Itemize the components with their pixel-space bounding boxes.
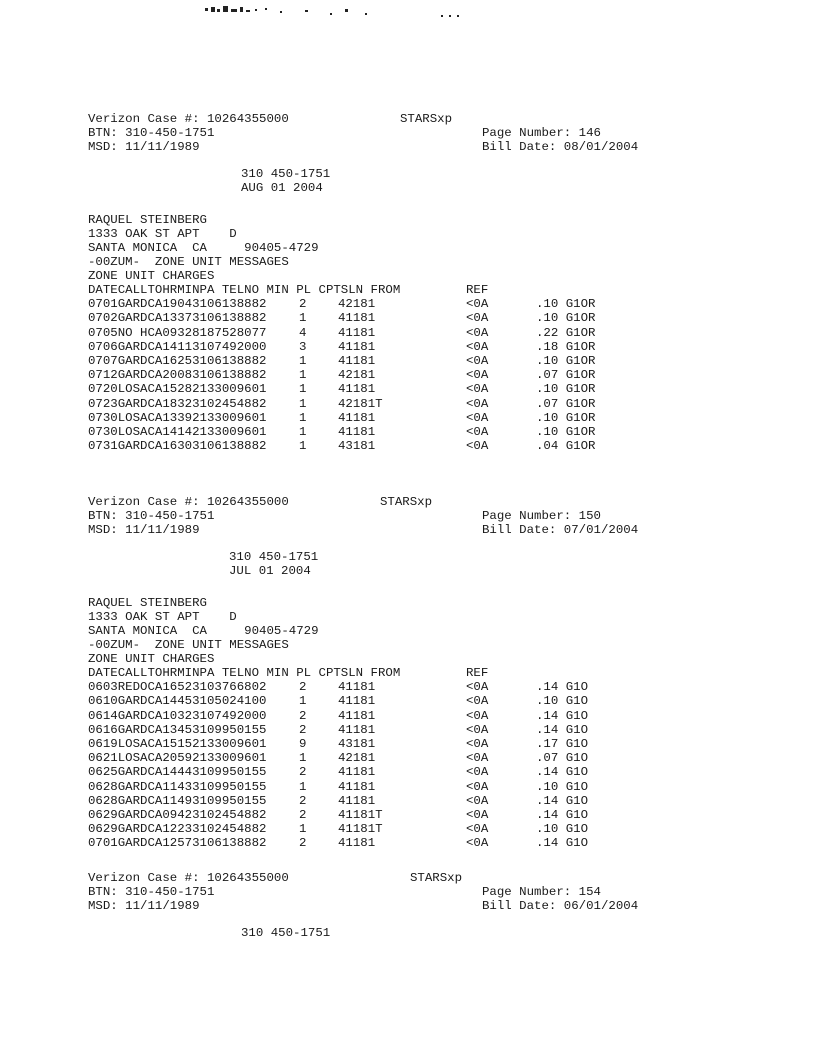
ref-code: <0A <box>466 325 489 340</box>
charge-row <box>88 397 808 411</box>
page-number: Page Number: 154 <box>482 885 601 899</box>
charge-row <box>88 368 808 382</box>
charge-row <box>88 780 808 794</box>
charge-row <box>88 326 808 340</box>
customer-name: RAQUEL STEINBERG <box>88 213 207 227</box>
charge-row <box>88 723 808 737</box>
call-minutes: 2 <box>299 807 307 822</box>
ref-code: <0A <box>466 439 489 454</box>
call-record-key: 0712GARDCA20083106138882 <box>88 368 267 383</box>
call-minutes: 3 <box>299 339 307 354</box>
charge-amount: .17 G1O <box>536 736 589 751</box>
charge-row <box>88 680 808 694</box>
msd-date: MSD: 11/11/1989 <box>88 523 200 537</box>
customer-address <box>88 213 808 453</box>
call-record-key: 0619LOSACA15152133009601 <box>88 736 267 751</box>
call-record-key: 0705NO HCA09328187528077 <box>88 325 267 340</box>
customer-address <box>88 596 808 850</box>
charge-amount: .18 G1OR <box>536 339 596 354</box>
call-record-key: 0621LOSACA20592133009601 <box>88 751 267 766</box>
cpt-code: 41181 <box>338 353 376 368</box>
call-minutes: 1 <box>299 694 307 709</box>
cpt-code: 42181 <box>338 368 376 383</box>
call-record-key: 0610GARDCA14453105024100 <box>88 694 267 709</box>
system-name: STARSxp <box>400 112 453 126</box>
cpt-code: 41181T <box>338 822 383 837</box>
ref-code: <0A <box>466 722 489 737</box>
charge-amount: .22 G1OR <box>536 325 596 340</box>
call-record-key: 0625GARDCA14443109950155 <box>88 765 267 780</box>
cpt-code: 42181T <box>338 396 383 411</box>
call-minutes: 1 <box>299 311 307 326</box>
cpt-code: 42181 <box>338 751 376 766</box>
cpt-code: 41181 <box>338 680 376 695</box>
charge-row <box>88 340 808 354</box>
call-record-key: 0603REDOCA16523103766802 <box>88 680 267 695</box>
call-minutes: 1 <box>299 424 307 439</box>
city-state: SANTA MONICA CA <box>88 624 207 638</box>
call-minutes: 1 <box>299 779 307 794</box>
call-minutes: 2 <box>299 680 307 695</box>
call-record-key: 0701GARDCA12573106138882 <box>88 836 267 851</box>
charge-amount: .10 G1OR <box>536 297 596 312</box>
cpt-code: 41181 <box>338 708 376 723</box>
charge-row <box>88 694 808 708</box>
charge-rows <box>88 297 808 453</box>
charge-rows <box>88 680 808 850</box>
ref-code: <0A <box>466 708 489 723</box>
bill-date: Bill Date: 06/01/2004 <box>482 899 639 913</box>
btn-number: BTN: 310-450-1751 <box>88 126 215 140</box>
ref-code: <0A <box>466 836 489 851</box>
charge-row <box>88 836 808 850</box>
zip-code: 90405-4729 <box>244 624 319 638</box>
case-number: Verizon Case #: 10264355000 <box>88 112 289 126</box>
call-minutes: 1 <box>299 368 307 383</box>
call-minutes: 1 <box>299 410 307 425</box>
call-record-key: 0730LOSACA13392133009601 <box>88 410 267 425</box>
charge-amount: .07 G1O <box>536 751 589 766</box>
call-record-key: 0701GARDCA19043106138882 <box>88 297 267 312</box>
page-header <box>88 112 808 154</box>
call-record-key: 0731GARDCA16303106138882 <box>88 439 267 454</box>
btn-number: BTN: 310-450-1751 <box>88 885 215 899</box>
cpt-code: 41181 <box>338 325 376 340</box>
cpt-code: 41181T <box>338 807 383 822</box>
system-name: STARSxp <box>410 871 463 885</box>
call-record-key: 0628GARDCA11433109950155 <box>88 779 267 794</box>
cpt-code: 41181 <box>338 410 376 425</box>
ref-code: <0A <box>466 793 489 808</box>
charge-amount: .14 G1O <box>536 722 589 737</box>
call-record-key: 0614GARDCA10323107492000 <box>88 708 267 723</box>
case-number: Verizon Case #: 10264355000 <box>88 495 289 509</box>
column-header: DATECALLTOHRMINPA TELNO MIN PL CPTSLN FROM REF <box>88 666 489 680</box>
ref-code: <0A <box>466 694 489 709</box>
charge-amount: .10 G1OR <box>536 424 596 439</box>
cpt-code: 41181 <box>338 339 376 354</box>
account-phone: 310 450-1751 <box>241 167 331 181</box>
charge-row <box>88 425 808 439</box>
column-header: DATECALLTOHRMINPA TELNO MIN PL CPTSLN FROM REF <box>88 283 489 297</box>
call-record-key: 0628GARDCA11493109950155 <box>88 793 267 808</box>
cpt-code: 41181 <box>338 424 376 439</box>
call-record-key: 0629GARDCA09423102454882 <box>88 807 267 822</box>
charge-row <box>88 382 808 396</box>
charge-amount: .14 G1O <box>536 807 589 822</box>
zip-code: 90405-4729 <box>244 241 319 255</box>
call-record-key: 0730LOSACA14142133009601 <box>88 424 267 439</box>
cpt-code: 41181 <box>338 765 376 780</box>
ref-code: <0A <box>466 382 489 397</box>
charge-amount: .10 G1OR <box>536 382 596 397</box>
charge-row <box>88 751 808 765</box>
call-minutes: 2 <box>299 793 307 808</box>
call-minutes: 2 <box>299 765 307 780</box>
page-header <box>88 871 808 913</box>
ref-code: <0A <box>466 751 489 766</box>
street-address: 1333 OAK ST APT <box>88 227 200 241</box>
page-number: Page Number: 150 <box>482 509 601 523</box>
bill-date: Bill Date: 07/01/2004 <box>482 523 639 537</box>
btn-number: BTN: 310-450-1751 <box>88 509 215 523</box>
statement-date: JUL 01 2004 <box>229 564 311 578</box>
charge-amount: .10 G1O <box>536 779 589 794</box>
charge-row <box>88 297 808 311</box>
ref-code: <0A <box>466 353 489 368</box>
msd-date: MSD: 11/11/1989 <box>88 140 200 154</box>
ref-code: <0A <box>466 339 489 354</box>
account-phone: 310 450-1751 <box>241 926 331 940</box>
city-state: SANTA MONICA CA <box>88 241 207 255</box>
charge-row <box>88 439 808 453</box>
cpt-code: 41181 <box>338 311 376 326</box>
charge-amount: .07 G1OR <box>536 396 596 411</box>
charge-amount: .14 G1O <box>536 793 589 808</box>
call-record-key: 0707GARDCA16253106138882 <box>88 353 267 368</box>
ref-code: <0A <box>466 736 489 751</box>
call-minutes: 1 <box>299 822 307 837</box>
call-minutes: 1 <box>299 751 307 766</box>
section-title: -00ZUM- ZONE UNIT MESSAGES <box>88 255 289 269</box>
page-header <box>88 495 808 537</box>
charge-amount: .14 G1O <box>536 836 589 851</box>
call-record-key: 0720LOSACA15282133009601 <box>88 382 267 397</box>
cpt-code: 41181 <box>338 382 376 397</box>
ref-code: <0A <box>466 424 489 439</box>
call-record-key: 0629GARDCA12233102454882 <box>88 822 267 837</box>
ref-code: <0A <box>466 297 489 312</box>
call-minutes: 1 <box>299 353 307 368</box>
ref-code: <0A <box>466 779 489 794</box>
cpt-code: 42181 <box>338 297 376 312</box>
charge-row <box>88 709 808 723</box>
charge-row <box>88 411 808 425</box>
call-record-key: 0723GARDCA18323102454882 <box>88 396 267 411</box>
cpt-code: 41181 <box>338 779 376 794</box>
call-minutes: 2 <box>299 297 307 312</box>
ref-code: <0A <box>466 680 489 695</box>
street-address: 1333 OAK ST APT <box>88 610 200 624</box>
charge-amount: .10 G1OR <box>536 353 596 368</box>
charge-row <box>88 737 808 751</box>
charge-amount: .10 G1O <box>536 694 589 709</box>
statement-page-154 <box>88 871 808 940</box>
call-minutes: 4 <box>299 325 307 340</box>
ref-code: <0A <box>466 368 489 383</box>
call-record-key: 0616GARDCA13453109950155 <box>88 722 267 737</box>
call-minutes: 9 <box>299 736 307 751</box>
system-name: STARSxp <box>380 495 433 509</box>
scan-speckle-marks <box>205 4 465 18</box>
section-title: -00ZUM- ZONE UNIT MESSAGES <box>88 638 289 652</box>
statement-page-150 <box>88 495 808 850</box>
charge-amount: .14 G1O <box>536 765 589 780</box>
ref-code: <0A <box>466 311 489 326</box>
charge-amount: .14 G1O <box>536 708 589 723</box>
apartment-unit: D <box>229 610 237 624</box>
ref-code: <0A <box>466 410 489 425</box>
charge-row <box>88 354 808 368</box>
call-minutes: 1 <box>299 439 307 454</box>
msd-date: MSD: 11/11/1989 <box>88 899 200 913</box>
charge-row <box>88 765 808 779</box>
charge-row <box>88 808 808 822</box>
charge-row <box>88 311 808 325</box>
charge-amount: .04 G1OR <box>536 439 596 454</box>
call-minutes: 2 <box>299 708 307 723</box>
call-minutes: 2 <box>299 722 307 737</box>
cpt-code: 41181 <box>338 793 376 808</box>
charge-amount: .10 G1OR <box>536 410 596 425</box>
charge-amount: .07 G1OR <box>536 368 596 383</box>
cpt-code: 41181 <box>338 694 376 709</box>
customer-name: RAQUEL STEINBERG <box>88 596 207 610</box>
charge-row <box>88 822 808 836</box>
statement-date: AUG 01 2004 <box>241 181 323 195</box>
call-minutes: 1 <box>299 382 307 397</box>
charge-amount: .10 G1O <box>536 822 589 837</box>
charge-row <box>88 794 808 808</box>
cpt-code: 43181 <box>338 736 376 751</box>
charge-amount: .10 G1OR <box>536 311 596 326</box>
section-subtitle: ZONE UNIT CHARGES <box>88 269 215 283</box>
charge-amount: .14 G1O <box>536 680 589 695</box>
statement-page-146 <box>88 112 808 453</box>
call-record-key: 0706GARDCA14113107492000 <box>88 339 267 354</box>
cpt-code: 43181 <box>338 439 376 454</box>
call-record-key: 0702GARDCA13373106138882 <box>88 311 267 326</box>
page-number: Page Number: 146 <box>482 126 601 140</box>
cpt-code: 41181 <box>338 722 376 737</box>
cpt-code: 41181 <box>338 836 376 851</box>
case-number: Verizon Case #: 10264355000 <box>88 871 289 885</box>
account-phone: 310 450-1751 <box>229 550 319 564</box>
call-minutes: 2 <box>299 836 307 851</box>
call-minutes: 1 <box>299 396 307 411</box>
ref-code: <0A <box>466 765 489 780</box>
section-subtitle: ZONE UNIT CHARGES <box>88 652 215 666</box>
ref-code: <0A <box>466 822 489 837</box>
ref-code: <0A <box>466 396 489 411</box>
apartment-unit: D <box>229 227 237 241</box>
ref-code: <0A <box>466 807 489 822</box>
bill-date: Bill Date: 08/01/2004 <box>482 140 639 154</box>
